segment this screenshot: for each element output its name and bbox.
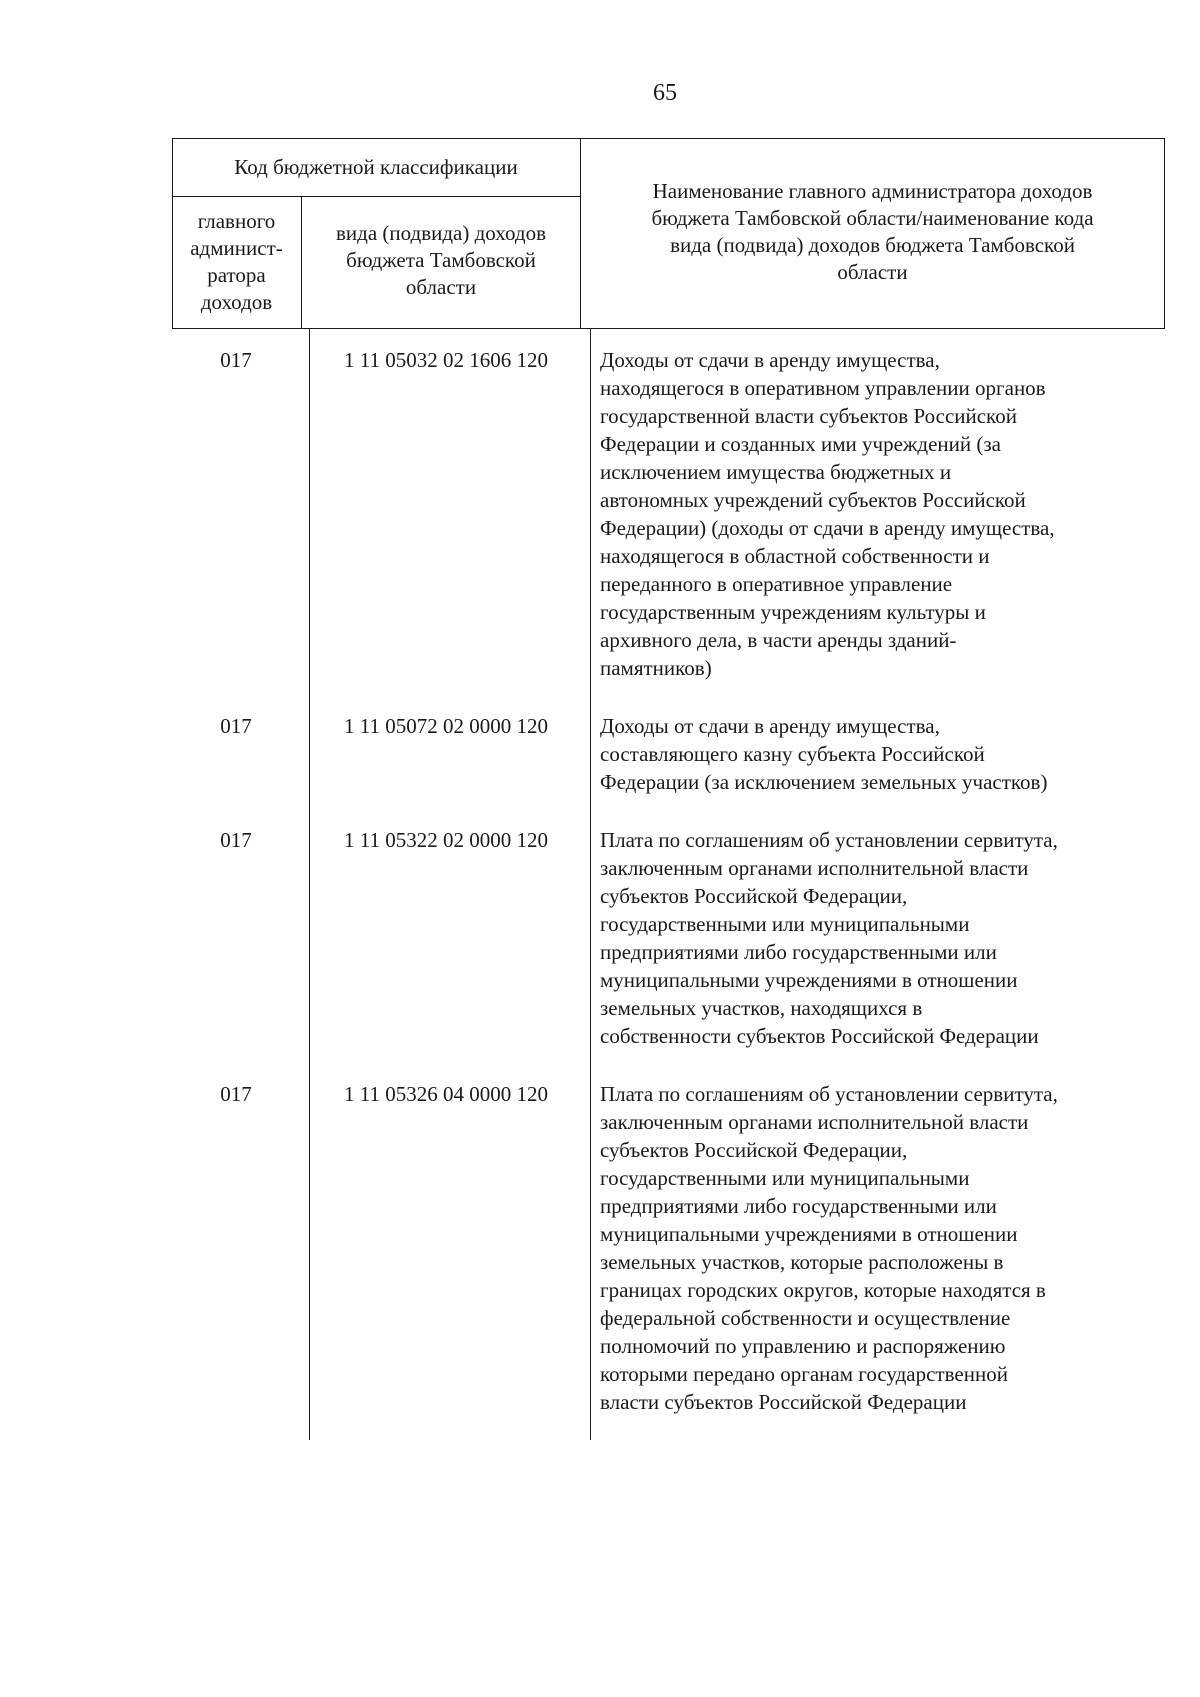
row-3-income-code: 1 11 05322 02 0000 120 xyxy=(344,828,548,852)
row-2-admin-code: 017 xyxy=(220,714,252,738)
header-col-admin: главного админист- ратора доходов xyxy=(190,209,283,314)
row-1-admin-code: 017 xyxy=(220,348,252,372)
row-3-admin-code: 017 xyxy=(220,828,252,852)
row-1-income-code: 1 11 05032 02 1606 120 xyxy=(344,348,548,372)
row-2-income-code: 1 11 05072 02 0000 120 xyxy=(344,714,548,738)
header-group-divider xyxy=(172,196,580,197)
header-group-label: Код бюджетной классификации xyxy=(234,155,518,179)
header-col-name: Наименование главного администратора доходов бюджета Тамбовской области/наименование кода вида (подвида) доходов бюджета Тамбовской области xyxy=(651,179,1094,284)
header-right-border xyxy=(1164,138,1165,329)
header-bottom-border xyxy=(172,328,1165,329)
header-col-code: вида (подвида) доходов бюджета Тамбовской области xyxy=(336,221,546,299)
header-top-border xyxy=(172,138,1165,139)
body-col-divider-1 xyxy=(309,328,310,1440)
row-4-admin-code: 017 xyxy=(220,1082,252,1106)
page-number: 65 xyxy=(653,80,677,106)
row-4-income-code: 1 11 05326 04 0000 120 xyxy=(344,1082,548,1106)
row-1-income-name: Доходы от сдачи в аренду имущества, находящегося в оперативном управлении органов государственной власти субъектов Российской Федерации и созданных ими учреждений (за исключением имущества бюджетных и автономных учреждений субъектов Российской Федерации) (доходы от сдачи в аренду имущества, находящегося в областной собственности и переданного в оперативное управление государственным учреждениям культуры и архивного дела, в части аренды зданий- памятников) xyxy=(600,348,1055,680)
row-2-income-name: Доходы от сдачи в аренду имущества, составляющего казну субъекта Российской Федерации (за исключением земельных участков) xyxy=(600,714,1048,794)
row-4-income-name: Плата по соглашениям об установлении сервитута, заключенным органами исполнительной власти субъектов Российской Федерации, государственными или муниципальными предприятиями либо государственными или муниципальными учреждениями в отношении земельных участков, которые расположены в границах городских округов, которые находятся в федеральной собственности и осуществление полномочий по управлению и распоряжению которыми передано органам государственной власти субъектов Российской Федерации xyxy=(600,1082,1058,1414)
row-3-income-name: Плата по соглашениям об установлении сервитута, заключенным органами исполнительной власти субъектов Российской Федерации, государственными или муниципальными предприятиями либо государственными или муниципальными учреждениями в отношении земельных участков, находящихся в собственности субъектов Российской Федерации xyxy=(600,828,1058,1048)
body-col-divider-2 xyxy=(590,328,591,1440)
